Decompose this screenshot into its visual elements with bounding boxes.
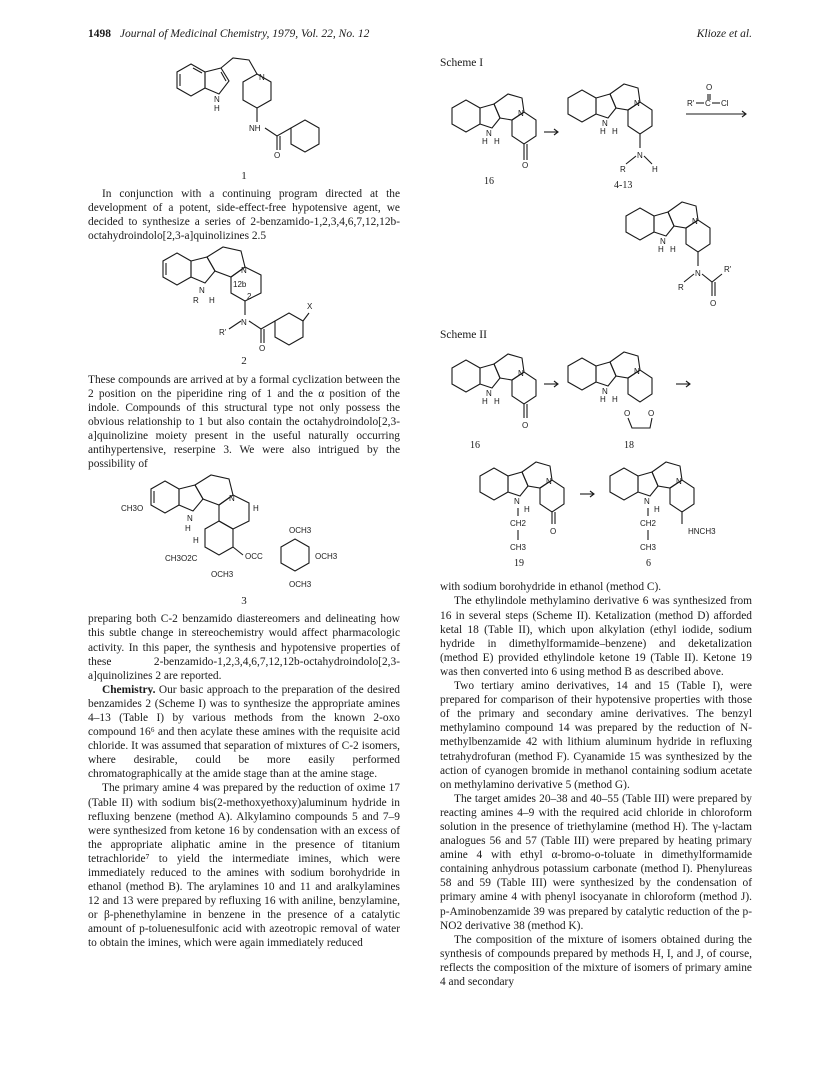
phenyl-ring (291, 120, 319, 152)
methoxy-group: OCH3 (289, 526, 312, 536)
svg-text:N: N (634, 99, 640, 109)
atom-H: H (209, 296, 215, 306)
atom-N: N (187, 514, 193, 524)
svg-text:N: N (518, 109, 524, 119)
compound-label: 3 (241, 595, 247, 608)
svg-text:N: N (486, 389, 492, 399)
paragraph: The primary amine 4 was prepared by the reduction of oxime 17 (Table II) with sodium bis(2-methoxyethoxy)aluminum hydride in refluxing benzene (method A). Alkylamino compounds 5 and 7–9 were synthesized from ketone 16 by condensation with an excess of the appropriate aliphatic amine in the presence of titanium tetrachloride⁷ to yield the intermediate imines, which were immediately reduced to the amines with sodium borohydride in ethanol (method B). The arylamines 10 and 11 and aralkylamines 12 and 13 were prepared by refluxing 16 with aniline, benzylamine, or β-phenethylamine in benzene in the presence of a catalytic amount of p-toluenesulfonic acid with azeotropic removal of water to obtain the imines, which were again immediately reduced (88, 782, 400, 950)
methoxy-group: OCH3 (211, 570, 234, 580)
svg-text:Cl: Cl (721, 99, 729, 109)
svg-text:CH3: CH3 (640, 543, 657, 553)
svg-text:O: O (648, 409, 655, 419)
svg-text:R: R (620, 165, 626, 175)
pyrrole-ring (179, 485, 203, 511)
svg-text:H: H (658, 245, 664, 255)
atom-O: O (259, 344, 266, 354)
c-ring (195, 475, 233, 505)
svg-text:N: N (634, 367, 640, 377)
scheme-2 (440, 344, 752, 576)
paragraph: Two tertiary amino derivatives, 14 and 15 (Table I), were prepared for comparison of their hypotensive properties with those of the primary and secondary amine derivatives. The benzyl methylamino compound 14 was prepared by the reduction of N-methylbenzamide 42 with lithium aluminum hydride in refluxing tetrahydrofuran (method F). Cyanamide 15 was synthesized by the action of cyanogen bromide in methanol containing sodium acetate on methylamino derivative 5 (method G). (440, 680, 752, 791)
svg-text:H: H (600, 395, 606, 405)
atom-N: N (199, 286, 205, 296)
svg-text:O: O (522, 161, 529, 171)
compound-label-16: 16 (484, 176, 494, 188)
svg-text:N: N (660, 237, 666, 247)
atom-H: H (214, 104, 220, 113)
compound-label: 2 (241, 355, 247, 368)
position-2: 2 (247, 292, 252, 302)
paragraph: with sodium borohydride in ethanol (method C). (440, 581, 662, 594)
e-ring (205, 521, 233, 555)
atom-N: N (214, 95, 220, 104)
structure-1 (159, 56, 329, 168)
benzene-ring (177, 64, 205, 96)
svg-text:N: N (637, 151, 643, 161)
svg-text:O: O (710, 299, 717, 309)
svg-text:N: N (644, 497, 650, 507)
atom-X: X (307, 302, 313, 312)
methoxy-group: CH3O (121, 504, 144, 514)
compound-label-19: 19 (514, 558, 524, 570)
atom-H: H (253, 504, 259, 514)
svg-text:H: H (494, 137, 500, 147)
paragraph: The ethylindole methylamino derivative 6 was synthesized from 16 in several steps (Scheme II). Ketalization (method D) afforded ketal 18 (Table II), which upon alkylation (ethyl iodide, sodium hydride in dimethylformamide–benzene) and deketalization (method E) provided ethylindole ketone 19 (Table II). Ketone 19 was then converted into 6 using method B as described above. (440, 595, 752, 678)
right-column (440, 56, 752, 989)
atom-N: N (241, 318, 247, 328)
svg-text:N: N (602, 387, 608, 397)
left-column (88, 56, 400, 951)
structure-3-reserpine (119, 471, 369, 593)
methoxy-group: OCH3 (315, 552, 338, 562)
structure-2 (149, 243, 339, 353)
ester-link: OCC (245, 552, 263, 562)
compound-label-4-13: 4-13 (614, 180, 633, 192)
journal-citation: Journal of Medicinal Chemistry, 1979, Vol. 22, No. 12 (119, 28, 370, 40)
atom-H: H (193, 536, 199, 546)
svg-text:N: N (486, 129, 492, 139)
atom-NH: NH (249, 124, 261, 133)
atom-R1: R' (219, 328, 227, 338)
paragraph: These compounds are arrived at by a formal cyclization between the 2 position on the piperidine ring of 1 and the α position of the indole. Compounds of this structural type not only possess the obvious relationship to 1 but also contain the octahydroindolo[2,3-a]quinolizine moiety present in the useful naturally occurring antihypertensive, reserpine 3. We were also intrigued by the possibility of (88, 373, 400, 471)
compound-label-16: 16 (470, 440, 480, 452)
paragraph: Chemistry. Our basic approach to the preparation of the desired benzamides 2 (Scheme I) was to synthesize the appropriate amines 4–13 (Table I) by various methods from the known 2-oxo compound 16⁶ and then acylate these amines with the requisite acid chloride. It was assumed that separation of mixtures of C-2 isomers, where desirable, could be more easily performed chromatographically at the amide stage than at the amine stage. (88, 683, 400, 781)
svg-text:R: R (678, 283, 684, 293)
svg-text:H: H (600, 127, 606, 137)
svg-text:N: N (602, 119, 608, 129)
piperidine-ring (243, 74, 271, 108)
svg-text:H: H (654, 505, 660, 515)
svg-text:N: N (676, 477, 682, 487)
svg-text:H: H (524, 505, 530, 515)
compound-label-18: 18 (624, 440, 634, 452)
c-ring (207, 247, 245, 277)
svg-text:H: H (652, 165, 658, 175)
scheme-1-title: Scheme I (440, 57, 484, 69)
scheme-1 (440, 72, 752, 324)
benzene-ring (163, 253, 191, 285)
author-line: Klioze et al. (696, 28, 752, 40)
svg-text:O: O (624, 409, 631, 419)
svg-text:CH3: CH3 (510, 543, 527, 553)
running-header (88, 28, 752, 46)
atom-N: N (241, 266, 247, 276)
page-number: 1498 (88, 28, 111, 40)
atom-H: H (185, 524, 191, 534)
benzene-ring (151, 481, 179, 513)
svg-text:H: H (494, 397, 500, 407)
paragraph: In conjunction with a continuing program directed at the development of a potent, side-effect-free hypotensive agent, we decided to synthesize a series of 2-benzamido-1,2,3,4,6,7,12,12b-octahydroindolo[2,3-a]quinolizines 2.5 (88, 188, 400, 243)
paragraph: The composition of the mixture of isomers obtained during the synthesis of compounds prepared by methods H, I, and J, of course, reflects the composition of the mixture of isomers of primary amine 4 and secondary (440, 933, 752, 988)
pyrrole-ring (191, 257, 215, 283)
phenyl-ring (275, 313, 303, 345)
svg-text:H: H (670, 245, 676, 255)
svg-text:R': R' (687, 99, 695, 109)
ester-group: CH3O2C (165, 554, 198, 564)
svg-text:N: N (546, 477, 552, 487)
svg-text:CH2: CH2 (640, 519, 657, 529)
svg-text:CH2: CH2 (510, 519, 527, 529)
compound-label-6: 6 (646, 558, 651, 570)
svg-text:O: O (706, 83, 713, 93)
paragraph: The target amides 20–38 and 40–55 (Table III) were prepared by reacting amines 4–9 with the required acid chloride in chloroform solution in the presence of triethylamine (method H). The γ-lactam analogues 56 and 57 (Table III) were prepared by heating primary amine 4 with ethyl α-bromo-o-toluate in dimethylformamide containing anhydrous potassium carbonate (method I). Phenylureas 58 and 59 (Table III) were synthesized by the condensation of primary amine 4 with phenyl isocyanate in chloroform (method J). p-Aminobenzamide 39 was prepared by catalytic reduction of the p-NO2 derivative 38 (method K). (440, 792, 752, 932)
methoxy-group: OCH3 (289, 580, 312, 590)
svg-text:N: N (514, 497, 520, 507)
paragraph: preparing both C-2 benzamido diastereomers and delineating how this subtle change in stereochemistry would affect pharmacologic activity. In this paper, the synthesis and hypotensive properties of these 2-benzamido-1,2,3,4,6,7,12,12b-octahydroindolo[2,3-a]quinolizines 2 are reported. (88, 613, 400, 682)
svg-text:H: H (482, 137, 488, 147)
svg-text:H: H (612, 395, 618, 405)
section-heading-chemistry: Chemistry. (102, 683, 156, 696)
svg-text:N: N (695, 269, 701, 279)
svg-text:H: H (482, 397, 488, 407)
svg-text:O: O (550, 527, 557, 537)
svg-text:R': R' (724, 265, 732, 275)
trimethoxyphenyl-ring (281, 539, 309, 571)
compound-label: 1 (241, 170, 247, 182)
atom-O: O (274, 151, 281, 160)
svg-text:H: H (612, 127, 618, 137)
atom-N: N (229, 494, 235, 504)
atom-N: N (259, 73, 265, 82)
svg-text:C: C (705, 99, 711, 109)
svg-text:HNCH3: HNCH3 (688, 527, 716, 537)
position-12b: 12b (233, 280, 247, 290)
atom-R: R (193, 296, 199, 306)
svg-text:N: N (518, 369, 524, 379)
svg-text:O: O (522, 421, 529, 431)
scheme-2-title: Scheme II (440, 329, 487, 342)
svg-text:N: N (692, 217, 698, 227)
